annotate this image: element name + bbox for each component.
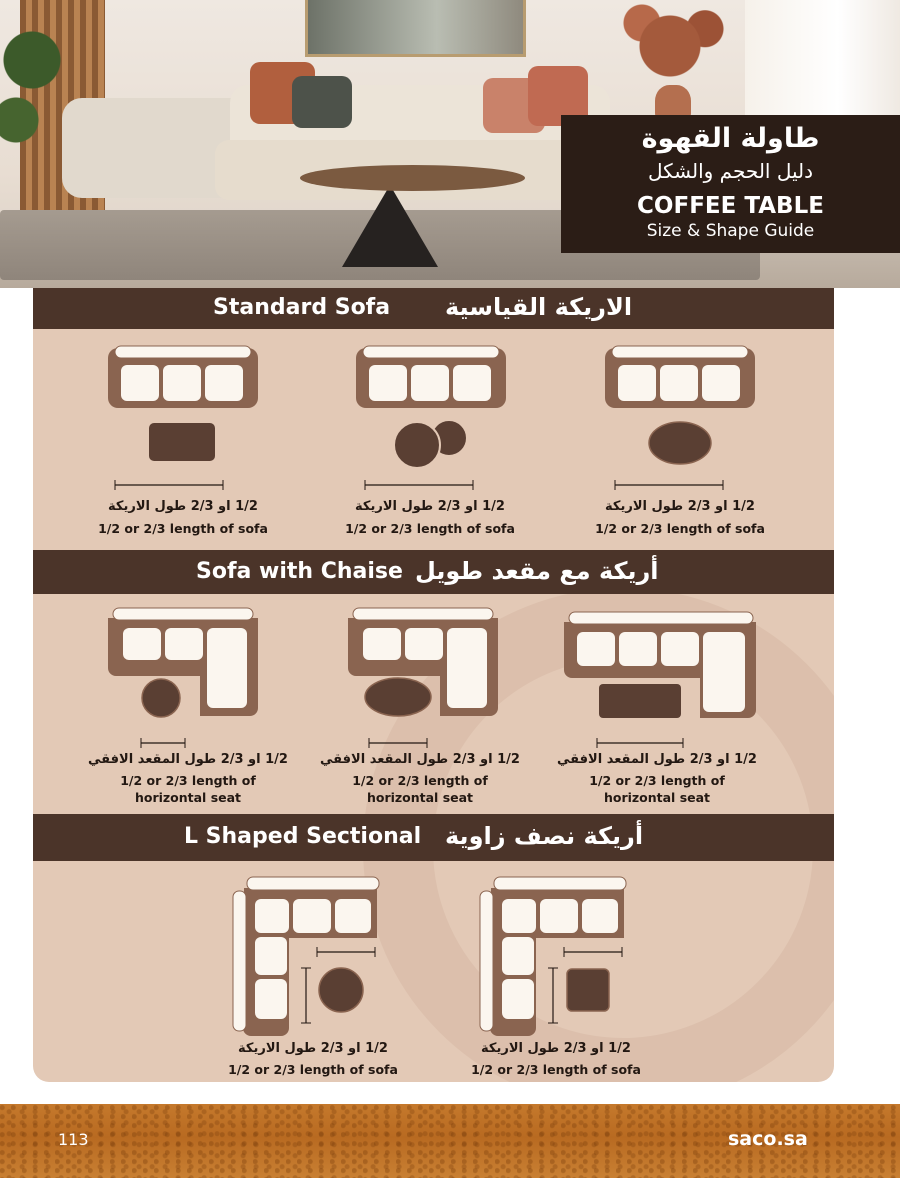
standard-sofa-diagram-oval: [600, 343, 760, 473]
caption-arabic: 1/2 او 2/3 طول الاريكة: [355, 499, 505, 514]
website-link[interactable]: saco.sa: [728, 1128, 808, 1150]
page-number: 113: [58, 1130, 89, 1149]
section-header-l-shaped: [33, 814, 834, 861]
dimension-line: [613, 480, 733, 490]
caption-arabic: 1/2 او 2/3 طول الاريكة: [481, 1041, 631, 1056]
dimension-line: [139, 738, 189, 748]
caption-arabic: 1/2 او 2/3 طول المقعد الافقي: [557, 752, 757, 767]
title-box: [561, 115, 900, 253]
wall-painting: [305, 0, 526, 57]
caption-english: 1/2 or 2/3 length of sofa: [471, 1062, 641, 1077]
dimension-line: [113, 480, 233, 490]
caption: [78, 751, 298, 806]
caption-english: 1/2 or 2/3 length of sofa: [228, 1062, 398, 1077]
title-english: COFFEE TABLE: [637, 193, 824, 219]
section-title-en: Standard Sofa: [213, 295, 391, 320]
caption-arabic: 1/2 او 2/3 طول الاريكة: [238, 1041, 388, 1056]
chaise-sofa-diagram-round: [103, 606, 268, 726]
caption-arabic: 1/2 او 2/3 طول المقعد الافقي: [320, 752, 520, 767]
standard-sofa-diagram-double-round: [351, 343, 511, 473]
dimension-line: [367, 738, 431, 748]
chaise-sofa-diagram-rect: [561, 608, 761, 723]
coffee-table-base: [342, 185, 438, 267]
caption: [213, 1040, 413, 1078]
caption-english: 1/2 or 2/3 length of sofa: [345, 521, 515, 536]
coffee-table-top: [300, 165, 525, 191]
l-sectional-diagram-square: [476, 873, 641, 1038]
section-title-en: L Shaped Sectional: [184, 824, 422, 849]
footer-leather: [0, 1104, 900, 1178]
caption-arabic: 1/2 او 2/3 طول الاريكة: [605, 499, 755, 514]
caption: [310, 751, 530, 806]
dimension-line: [363, 480, 483, 490]
pillow: [292, 76, 352, 128]
caption-english: horizontal seat: [603, 790, 711, 805]
section-title-ar: أريكة مع مقعد طويل: [415, 557, 659, 585]
caption-english: horizontal seat: [134, 790, 242, 805]
caption-arabic: 1/2 او 2/3 طول الاريكة: [108, 499, 258, 514]
caption-english: 1/2 or 2/3 length of sofa: [595, 521, 765, 536]
l-sectional-diagram-round: [229, 873, 394, 1038]
caption-english: 1/2 or 2/3 length of: [120, 773, 256, 788]
section-header-sofa-with-chaise: [33, 550, 834, 594]
title-arabic: طاولة القهوة: [641, 123, 820, 154]
guide-panel: [33, 288, 834, 1082]
caption-arabic: 1/2 او 2/3 طول المقعد الافقي: [88, 752, 288, 767]
caption: [547, 751, 767, 806]
caption-english: 1/2 or 2/3 length of: [589, 773, 725, 788]
section-title-ar: الاريكة القياسية: [445, 293, 633, 321]
caption: [330, 498, 530, 537]
section-title-ar: أريكة نصف زاوية: [445, 822, 644, 850]
caption: [580, 498, 780, 537]
section-header-standard-sofa: [33, 288, 834, 329]
caption: [83, 498, 283, 537]
standard-sofa-diagram-rect: [103, 343, 263, 473]
caption-english: horizontal seat: [366, 790, 474, 805]
caption-english: 1/2 or 2/3 length of: [352, 773, 488, 788]
chaise-sofa-diagram-oval: [343, 606, 508, 726]
caption-english: 1/2 or 2/3 length of sofa: [98, 521, 268, 536]
dimension-line: [595, 738, 687, 748]
section-title-en: Sofa with Chaise: [196, 559, 403, 584]
subtitle-english: Size & Shape Guide: [646, 221, 815, 241]
caption: [456, 1040, 656, 1078]
subtitle-arabic: دليل الحجم والشكل: [647, 159, 814, 183]
